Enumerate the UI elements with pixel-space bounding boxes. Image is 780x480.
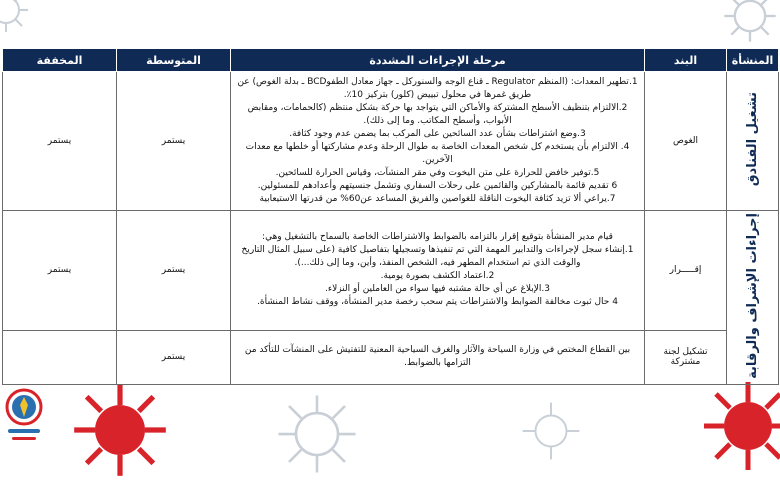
facility-label: تشغيل الفنادق: [745, 92, 760, 187]
table-row: [3, 211, 779, 331]
procedure-line: 1.تطهير المعدات: (المنظم Regulator ـ قناع الوجه والسنوركل ـ جهاز معادل الطفوBCD ـ بدلة الغوص) عن طريق غمرها في محلول تبييض (كلور) بتركيز 10٪.: [237, 77, 638, 100]
item-cell: الغوص: [645, 72, 727, 211]
procedure-line: 2.اعتماد الكشف بصورة يومية.: [380, 271, 495, 282]
procedure-line: 3.وضع اشتراطات بشأن عدد السائحين على المركب بما يضمن عدم وجود كثافة.: [289, 129, 586, 139]
procedure-line: 4 حال ثبوت مخالفة الضوابط والاشتراطات يتم سحب رخصة مدير المنشأة، ووقف نشاط المنشأة.: [257, 297, 618, 308]
virus-gray-icon: [275, 392, 359, 476]
procedure-line: 3.الإبلاغ عن أي حالة مشتبه فيها سواء من العاملين أو النزلاء.: [324, 284, 551, 295]
procedure-line: بين القطاع المختص في وزارة السياحة والآثار والغرف السياحية المعنية للتفتيش على المنشآت للتأكد من التزامها بالضوابط.: [244, 345, 631, 369]
procedures-cell: [231, 72, 645, 211]
procedure-line: 7.يراعي ألا تزيد كثافة اليخوت الناقلة للغواصين والفريق المساعد عن60% من قدرتها الاستيعابية: [259, 194, 616, 204]
procedure-line: 6 تقديم قائمة بالمشاركين والقائمين على رحلات السفاري وتشمل جنسيتهم وأعدادهم للمسئولين.: [257, 181, 618, 191]
header-strict-procedures: مرحلة الإجراءات المشددة: [231, 49, 645, 72]
table-row: [3, 72, 779, 211]
facility-cell: [727, 211, 779, 385]
procedures-cell: [231, 330, 645, 384]
procedure-line: 1.إنشاء سجل لإجراءات والتدابير المهمة التي تم تنفيذها وتسجيلها بتفاصيل كافية (على سبيل المثال التاريخ والوقت الذي تم استخدام المطهر فيه، الشخص المنفذ، وأين، وما إلى ذلك...).: [241, 245, 634, 269]
facility-label: إجراءات الإشراف والرقابة: [745, 213, 760, 379]
virus-red-icon: [700, 378, 780, 474]
light-cell: [3, 330, 117, 384]
procedures-table: [2, 48, 779, 385]
item-cell: إقـــــرار: [645, 211, 727, 331]
procedure-line: 4. الالتزام بأن يستخدم كل شخص المعدات الخاصة به طوال الرحلة وعدم مشاركتها أو خلطها مع معدات الآخرين.: [245, 142, 630, 165]
medium-cell: يستمر: [117, 211, 231, 331]
light-cell: يستمر: [3, 72, 117, 211]
virus-gray-icon: [722, 0, 778, 44]
header-medium: المتوسطة: [117, 49, 231, 72]
procedure-line: 5.توفير خافض للحرارة على متن اليخوت وفي مقر المنشآت، وقياس الحرارة للسائحين.: [275, 168, 600, 178]
table-row: [3, 330, 779, 384]
ministry-of-health-logo: [2, 385, 46, 455]
procedure-line: قيام مدير المنشأة بتوقيع إقرار بالتزامه بالضوابط والاشتراطات الخاصة بالسماح بالتشغيل وهي:: [262, 232, 613, 243]
header-item: البند: [645, 49, 727, 72]
procedure-line: 2.الالتزام بتنظيف الأسطح المشتركة والأماكن التي يتواجد بها حركة بشكل منتظم (كالحمامات، ومقابض الأبواب، وأسطح المكاتب. وما إلى ذلك).: [247, 103, 628, 126]
facility-cell: [727, 72, 779, 211]
header-light: المخففة: [3, 49, 117, 72]
light-cell: يستمر: [3, 211, 117, 331]
medium-cell: يستمر: [117, 330, 231, 384]
header-facility: المنشأة: [727, 49, 779, 72]
virus-red-icon: [70, 380, 170, 480]
item-cell: تشكيل لجنة مشتركة: [645, 330, 727, 384]
medium-cell: يستمر: [117, 72, 231, 211]
procedures-cell: [231, 211, 645, 331]
virus-gray-icon: [0, 0, 30, 34]
table-header-row: [3, 49, 779, 72]
virus-gray-icon: [520, 400, 582, 462]
